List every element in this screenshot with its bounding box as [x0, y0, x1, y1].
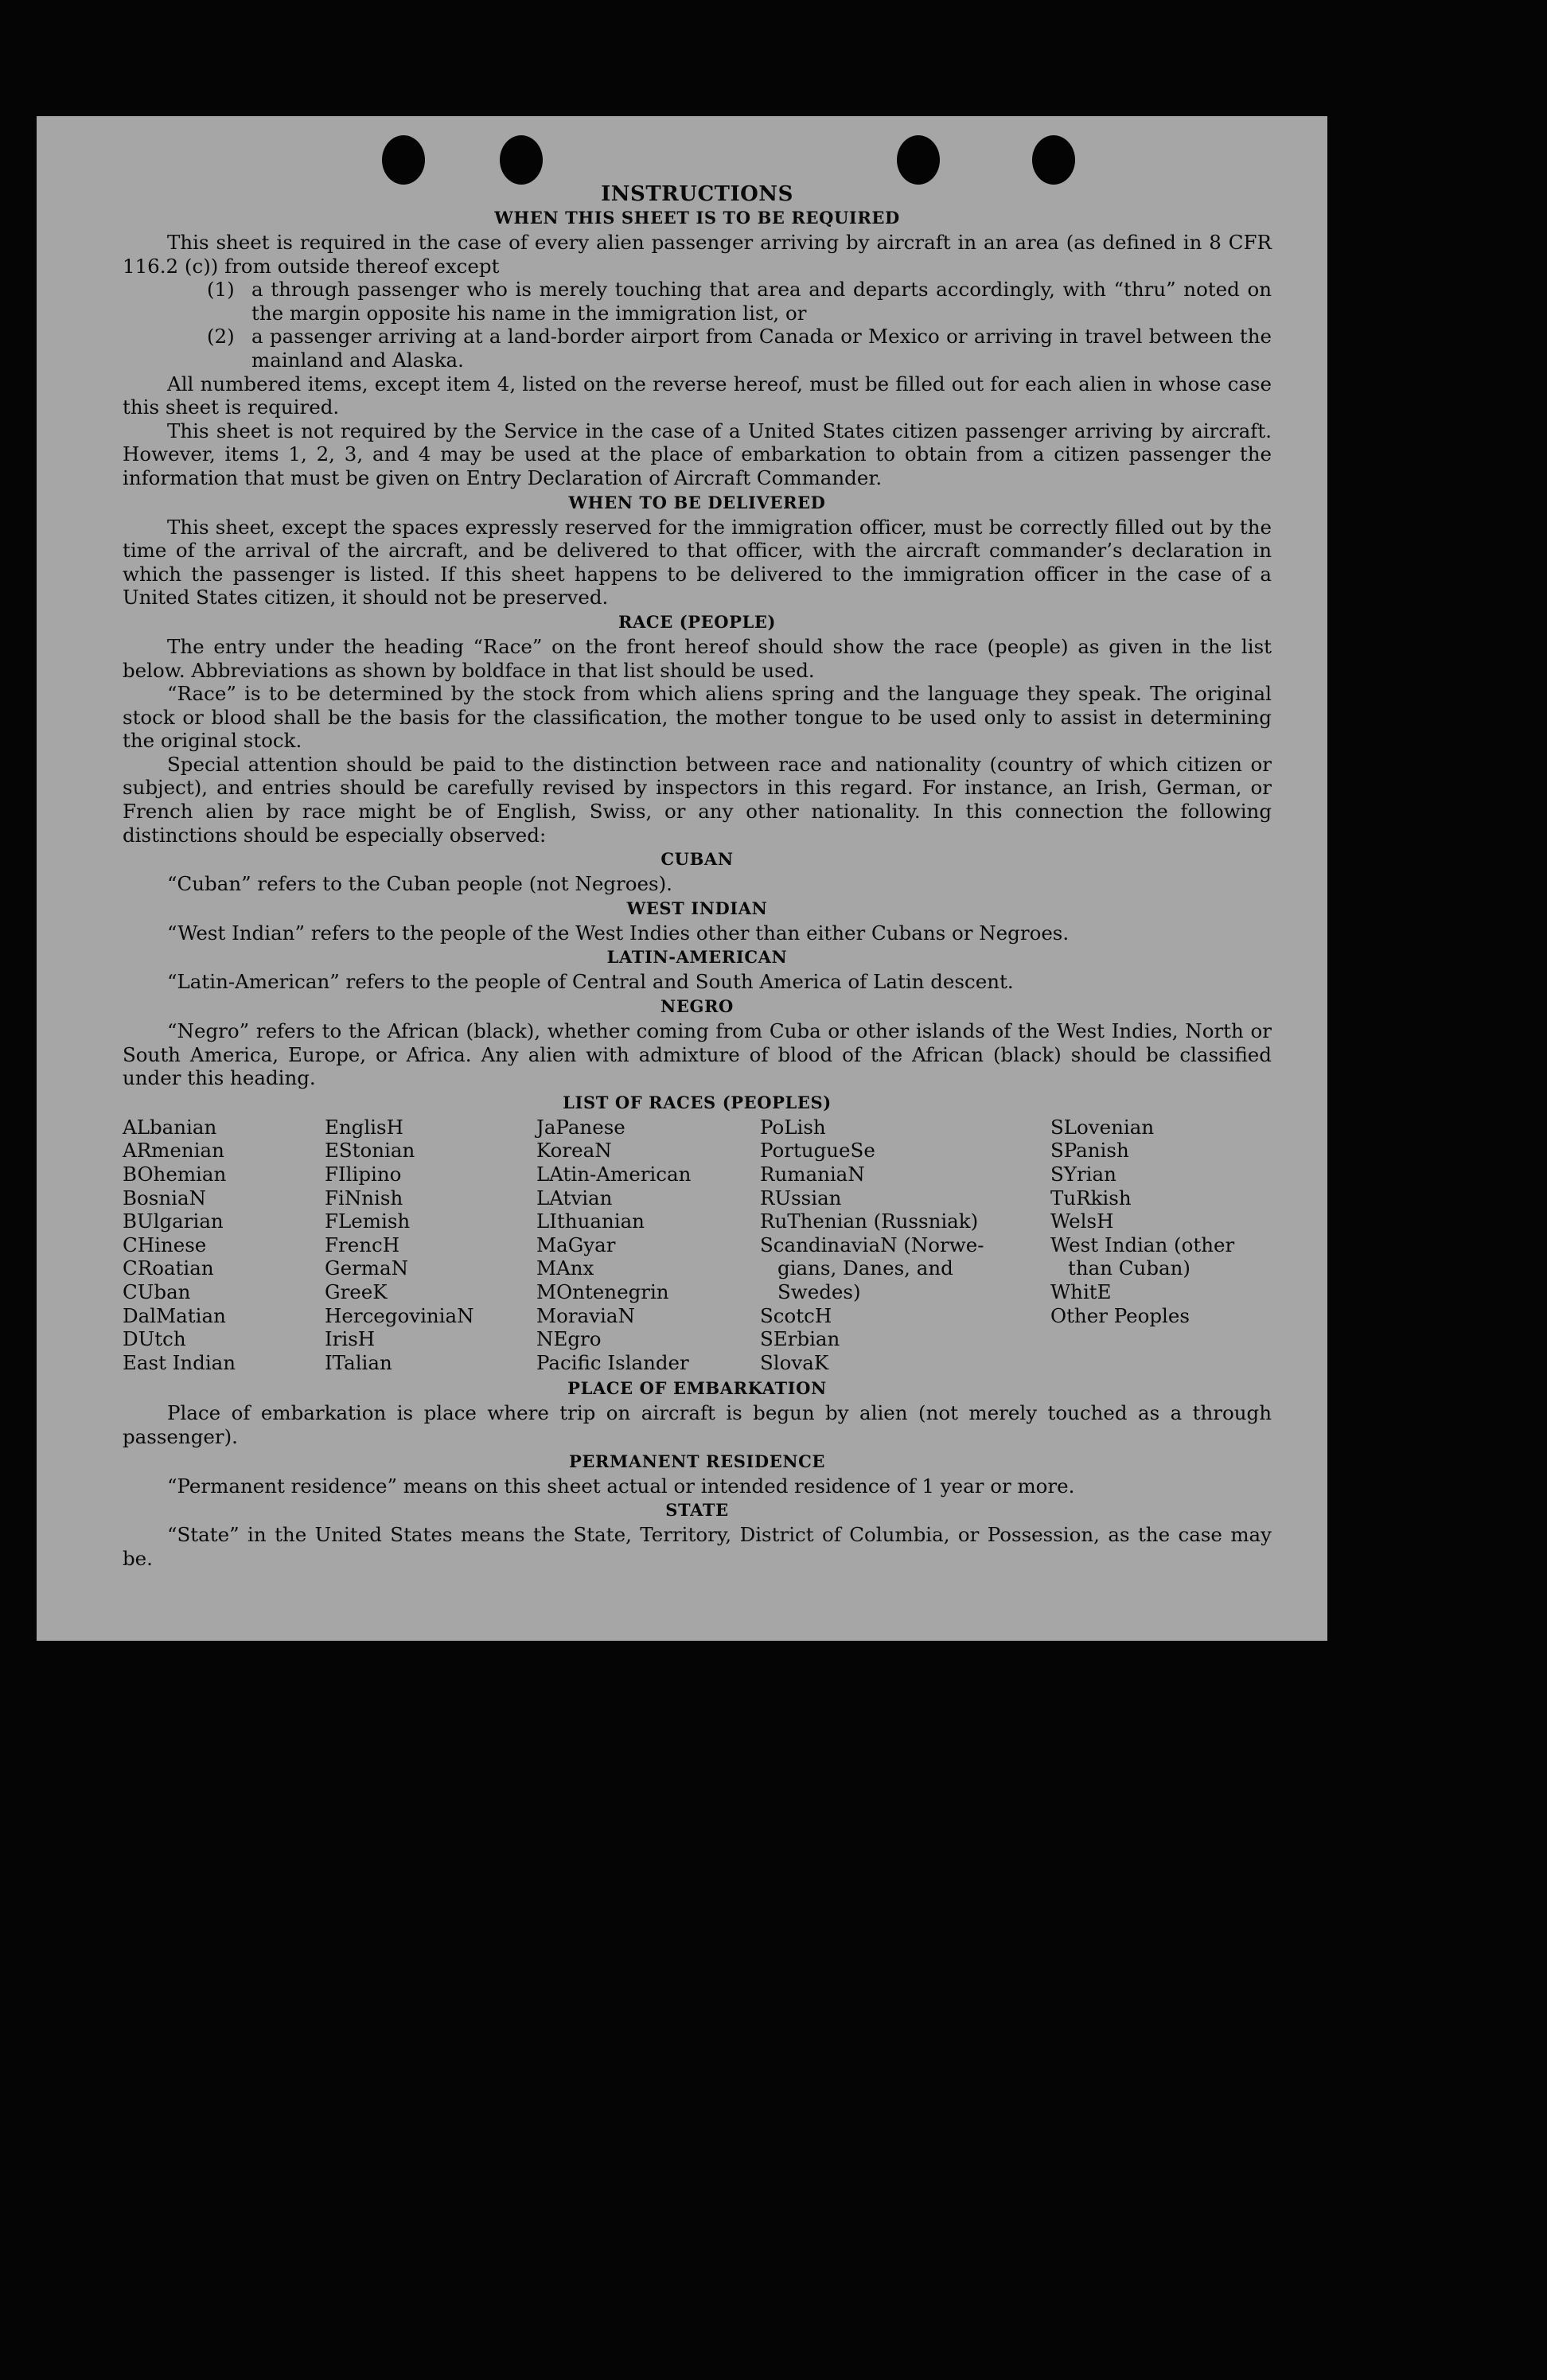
race-entry: MAnx	[536, 1256, 594, 1280]
item-number: (1)	[207, 278, 235, 302]
paragraph: Place of embarkation is place where trip on aircraft is begun by alien (not merely touched as a through passenger).	[123, 1401, 1272, 1448]
races-column	[325, 1116, 536, 1375]
race-entry: FIlipino	[325, 1163, 402, 1186]
punch-hole	[500, 135, 543, 185]
race-entry: BOhemian	[123, 1163, 227, 1186]
section-heading-state: STATE	[665, 1500, 729, 1521]
race-entry: SPanish	[1050, 1139, 1129, 1163]
punch-hole	[897, 135, 940, 185]
race-entry: DUtch	[123, 1327, 186, 1351]
race-entry: Pacific Islander	[536, 1350, 689, 1374]
race-entry: PoLish	[760, 1115, 826, 1139]
section-heading-negro: NEGRO	[660, 996, 734, 1017]
race-entry: FiNnish	[325, 1186, 403, 1209]
section-heading-west-indian: WEST INDIAN	[626, 898, 768, 918]
section-heading-delivered: WHEN TO BE DELIVERED	[568, 492, 826, 512]
item-text: a passenger arriving at a land-border airport from Canada or Mexico or arriving in travel between the mainland and Alaska.	[251, 325, 1272, 372]
list-item	[207, 278, 1272, 325]
race-entry: ARmenian	[123, 1139, 224, 1163]
paragraph: “State” in the United States means the State, Territory, District of Columbia, or Possession, as the case may be.	[123, 1523, 1272, 1570]
race-entry: HercegoviniaN	[325, 1303, 474, 1327]
race-entry: ScotcH	[760, 1303, 832, 1327]
paragraph: This sheet, except the spaces expressly reserved for the immigration officer, must be correctly filled out by the time of the arrival of the aircraft, and be delivered to that officer, with the aircraft commander’s declaration in which the passenger is listed. If this sheet happens to be delivered to the immigration officer in the case of a United States citizen, it should not be preserved.	[123, 515, 1272, 610]
race-entry: GermaN	[325, 1256, 409, 1280]
section-heading-race: RACE (PEOPLE)	[618, 611, 777, 632]
race-entry: PortugueSe	[760, 1139, 875, 1163]
paragraph: “Latin-American” refers to the people of Central and South America of Latin descent.	[167, 970, 1014, 994]
race-entry: DalMatian	[123, 1303, 226, 1327]
race-entry: West Indian (other	[1050, 1233, 1235, 1256]
race-entry: CHinese	[123, 1233, 207, 1256]
race-entry: LIthuanian	[536, 1209, 645, 1233]
races-column	[1050, 1116, 1249, 1375]
paragraph: All numbered items, except item 4, listed on the reverse hereof, must be filled out for each alien in whose case this sheet is required.	[123, 372, 1272, 419]
race-entry: TuRkish	[1050, 1186, 1132, 1209]
race-entry: Other Peoples	[1050, 1303, 1190, 1327]
race-entry: RumaniaN	[760, 1163, 865, 1186]
race-entry: RUssian	[760, 1186, 842, 1209]
race-entry: IrisH	[325, 1327, 376, 1351]
section-heading-races-list: LIST OF RACES (PEOPLES)	[563, 1092, 832, 1112]
paragraph: This sheet is not required by the Service in the case of a United States citizen passenger arriving by aircraft. However, items 1, 2, 3, and 4 may be used at the place of embarkation to obtain from a citizen passenger the information that must be given on Entry Declaration of Aircraft Commander.	[123, 419, 1272, 489]
race-entry: NEgro	[536, 1327, 602, 1351]
race-entry: RuThenian (Russniak)	[760, 1209, 979, 1233]
section-heading-embarkation: PLACE OF EMBARKATION	[567, 1378, 827, 1399]
race-entry: EnglisH	[325, 1115, 403, 1139]
paragraph: “Permanent residence” means on this sheet actual or intended residence of 1 year or more.	[167, 1474, 1075, 1498]
race-entry: JaPanese	[536, 1115, 625, 1139]
paragraph: This sheet is required in the case of every alien passenger arriving by aircraft in an area (as defined in 8 CFR 116.2 (c)) from outside thereof except	[123, 231, 1272, 278]
paragraph: “Race” is to be determined by the stock from which aliens spring and the language they speak. The original stock or blood shall be the basis for the classification, the mother tongue to be used only to assist in determining the original stock.	[123, 682, 1272, 753]
paragraph: “Negro” refers to the African (black), whether coming from Cuba or other islands of the West Indies, North or South America, Europe, or Africa. Any alien with admixture of blood of the African (black) should be classified under this heading.	[123, 1019, 1272, 1090]
race-entry: MOntenegrin	[536, 1280, 669, 1303]
race-entry: Swedes)	[777, 1280, 861, 1303]
race-entry: gians, Danes, and	[777, 1256, 953, 1280]
race-entry: GreeK	[325, 1280, 388, 1303]
races-column	[536, 1116, 760, 1375]
item-number: (2)	[207, 325, 235, 349]
instruction-sheet	[37, 116, 1327, 1641]
list-item	[207, 325, 1272, 372]
race-entry: ITalian	[325, 1350, 392, 1374]
race-entry: ScandinaviaN (Norwe-	[760, 1233, 984, 1256]
race-entry: SErbian	[760, 1327, 840, 1351]
paragraph: The entry under the heading “Race” on the front hereof should show the race (people) as given in the list below. Abbreviations as shown by boldface in that list should be used.	[123, 634, 1272, 682]
races-column	[760, 1116, 1050, 1375]
race-entry: WhitE	[1050, 1280, 1112, 1303]
race-entry: LAtin-American	[536, 1163, 692, 1186]
section-heading-latin-american: LATIN-AMERICAN	[606, 947, 788, 968]
race-entry: BUlgarian	[123, 1209, 224, 1233]
races-list	[123, 1116, 1272, 1375]
race-entry: CRoatian	[123, 1256, 214, 1280]
races-column	[123, 1116, 325, 1375]
paragraph: “West Indian” refers to the people of the West Indies other than either Cubans or Negroes.	[167, 921, 1070, 945]
punch-hole	[1032, 135, 1075, 185]
section-heading-cuban: CUBAN	[660, 849, 734, 870]
item-text: a through passenger who is merely touching that area and departs accordingly, with “thru” noted on the margin opposite his name in the immigration list, or	[251, 278, 1272, 325]
page-title: INSTRUCTIONS	[601, 182, 793, 206]
race-entry: FLemish	[325, 1209, 411, 1233]
race-entry: WelsH	[1050, 1209, 1114, 1233]
race-entry: than Cuban)	[1068, 1256, 1190, 1280]
section-heading-residence: PERMANENT RESIDENCE	[568, 1451, 826, 1471]
race-entry: EStonian	[325, 1139, 415, 1163]
punch-hole	[382, 135, 425, 185]
race-entry: SYrian	[1050, 1163, 1116, 1186]
paragraph: “Cuban” refers to the Cuban people (not Negroes).	[167, 872, 672, 896]
race-entry: SlovaK	[760, 1350, 829, 1374]
race-entry: KoreaN	[536, 1139, 612, 1163]
race-entry: BosniaN	[123, 1186, 206, 1209]
race-entry: CUban	[123, 1280, 191, 1303]
race-entry: ALbanian	[123, 1115, 217, 1139]
race-entry: SLovenian	[1050, 1115, 1155, 1139]
paragraph: Special attention should be paid to the distinction between race and nationality (country of which citizen or subject), and entries should be carefully revised by inspectors in this regard. For instance, an Irish, German, or French alien by race might be of English, Swiss, or any other nationality. In this connection the following distinctions should be especially observed:	[123, 752, 1272, 847]
section-heading-required: WHEN THIS SHEET IS TO BE REQUIRED	[494, 208, 900, 228]
race-entry: FrencH	[325, 1233, 400, 1256]
race-entry: East Indian	[123, 1350, 236, 1374]
race-entry: LAtvian	[536, 1186, 613, 1209]
race-entry: MoraviaN	[536, 1303, 635, 1327]
race-entry: MaGyar	[536, 1233, 616, 1256]
